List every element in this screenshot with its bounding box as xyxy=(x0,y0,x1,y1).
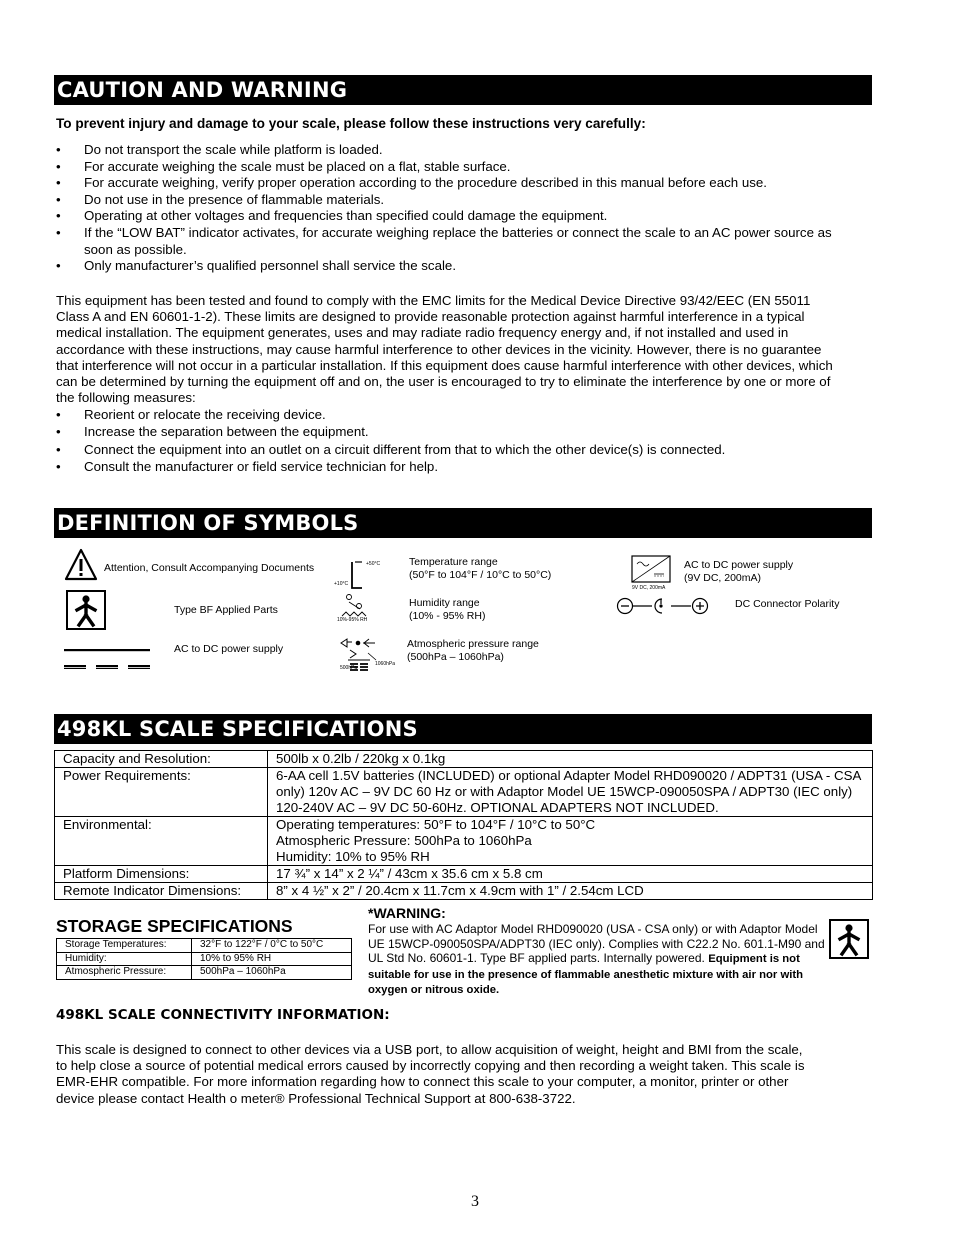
connectivity-text: This scale is designed to connect to other devices via a USB port, to allow acquisition of weight, height and BMI from the scale, to help close a source of potential medical errors caused by incorrectly copying and then recording a weight taken. This scale is EMR-EHR compatible. For more information regarding how to connect this scale to your computer, a monitor, printer or other device please contact Health o meter® Professional Technical Support at 800-638-3722. xyxy=(56,1042,805,1106)
spec-value-line: Operating temperatures: 50°F to 104°F / 10°C to 50°C xyxy=(276,817,596,832)
storage-label: Atmospheric Pressure: xyxy=(57,966,192,980)
spec-value-line: Atmospheric Pressure: 500hPa to 1060hPa xyxy=(276,833,532,848)
attention-label: Attention, Consult Accompanying Documents xyxy=(104,562,315,574)
list-item: • Increase the separation between the equipment. xyxy=(56,423,864,440)
list-item: • Consult the manufacturer or field service technician for help. xyxy=(56,458,864,475)
spec-label: Capacity and Resolution: xyxy=(55,751,268,768)
spec-value xyxy=(268,817,873,866)
storage-label: Humidity: xyxy=(57,952,192,966)
list-item: • Operating at other voltages and frequencies than specified could damage the equipment. xyxy=(56,208,864,225)
warning-text xyxy=(368,922,830,998)
spec-label: Platform Dimensions: xyxy=(55,866,268,883)
specs-heading: 498KL SCALE SPECIFICATIONS xyxy=(54,714,872,744)
storage-value: 10% to 95% RH xyxy=(192,952,352,966)
pressure-label-2: (500hPa – 1060hPa) xyxy=(407,651,504,663)
measures-list xyxy=(56,406,864,475)
ac-dc-label: AC to DC power supply xyxy=(174,643,284,655)
page-number: 3 xyxy=(471,1193,479,1210)
type-bf-icon xyxy=(66,590,106,630)
storage-value: 500hPa – 1060hPa xyxy=(192,966,352,980)
polarity-label: DC Connector Polarity xyxy=(735,598,840,610)
power-adapter-icon xyxy=(630,554,674,586)
pressure-icon-high: 1060hPa xyxy=(375,661,396,667)
connectivity-heading: 498KL SCALE CONNECTIVITY INFORMATION: xyxy=(56,1007,390,1023)
temperature-label-2: (50°F to 104°F / 10°C to 50°C) xyxy=(409,569,552,581)
table-row xyxy=(57,939,352,953)
table-row xyxy=(55,883,873,900)
storage-label: Storage Temperatures: xyxy=(57,939,192,953)
warning-heading: *WARNING: xyxy=(368,905,446,921)
list-item: • Do not use in the presence of flammable materials. xyxy=(56,192,864,209)
list-item: • For accurate weighing the scale must be placed on a flat, stable surface. xyxy=(56,159,864,176)
list-item: • Connect the equipment into an outlet on a circuit different from that to which the other device(s) is connected. xyxy=(56,441,864,458)
symbols-heading: DEFINITION OF SYMBOLS xyxy=(54,508,872,538)
storage-table xyxy=(56,938,352,980)
emc-paragraph: This equipment has been tested and found to comply with the EMC limits for the Medical Device Directive 93/42/EEC (EN 55011 Class A and EN 60601-1-2). These limits are designed to provide reasonable protection against harmful interference in a typical medical installation. The equipment generates, uses and may radiate radio frequency energy and, if not installed and used in accordance with these instructions, may cause harmful interference to other devices in the vicinity. However, there is no guarantee that interference will not occur in a particular installation. If this equipment does cause harmful interference with other devices, which can be determined by turning the equipment off and on, the user is encouraged to try to eliminate the interference by one or more of the following measures: xyxy=(56,293,833,406)
spec-value: 500lb x 0.2lb / 220kg x 0.1kg xyxy=(268,751,873,768)
list-item: • For accurate weighing, verify proper operation according to the procedure described in this manual before each use. xyxy=(56,175,864,192)
caution-intro: To prevent injury and damage to your scale, please follow these instructions very carefully: xyxy=(56,116,646,131)
humidity-icon xyxy=(340,592,372,620)
type-bf-icon xyxy=(829,919,869,959)
adapter-icon-label: 9V DC, 200mA xyxy=(632,585,666,591)
type-bf-label: Type BF Applied Parts xyxy=(174,604,278,616)
spec-value: 8” x 4 ½” x 2” / 20.4cm x 11.7cm x 4.9cm with 1” / 2.54cm LCD xyxy=(268,883,873,900)
spec-value: 17 ¾” x 14” x 2 ¼” / 43cm x 35.6 cm x 5.8 cm xyxy=(268,866,873,883)
list-item: • If the “LOW BAT” indicator activates, for accurate weighing replace the batteries or connect the scale to an AC power source as soon as possible. xyxy=(56,225,864,258)
table-row xyxy=(55,817,873,866)
table-row xyxy=(55,768,873,817)
humidity-icon-label: 10%-95% RH xyxy=(337,617,368,623)
warning-bold: Equipment is not suitable for use in the presence of flammable anesthetic mixture with air nor with oxygen or nitrous oxide. xyxy=(368,953,804,996)
list-item: • Reorient or relocate the receiving device. xyxy=(56,406,864,423)
humidity-label-1: Humidity range xyxy=(409,597,480,609)
caution-heading: CAUTION AND WARNING xyxy=(54,75,872,105)
list-item: • Do not transport the scale while platform is loaded. xyxy=(56,142,864,159)
specs-table xyxy=(54,750,873,900)
dc-symbol-icon xyxy=(62,645,152,673)
table-row xyxy=(57,966,352,980)
table-row xyxy=(55,751,873,768)
caution-list xyxy=(56,142,864,275)
temperature-label-1: Temperature range xyxy=(409,556,498,568)
temp-icon-min: +10°C xyxy=(334,581,349,587)
ac-dc-right-label-2: (9V DC, 200mA) xyxy=(684,572,762,584)
table-row xyxy=(55,866,873,883)
pressure-icon-low: 500hPa xyxy=(340,665,358,671)
list-item: • Only manufacturer’s qualified personnel shall service the scale. xyxy=(56,258,864,275)
warning-body: For use with AC Adaptor Model RHD090020 (USA - CSA only) or with Adaptor Model UE 15WCP-090050SPA/ADPT30 (IEC only). Complies with C22.2 No. 601.1-M90 and UL Std No. 60601-1. Type BF applied parts. Internally powered. xyxy=(368,922,825,965)
pressure-label-1: Atmospheric pressure range xyxy=(407,638,539,650)
storage-value: 32°F to 122°F / 0°C to 50°C xyxy=(192,939,352,953)
table-row xyxy=(57,952,352,966)
spec-label: Power Requirements: xyxy=(55,768,268,817)
spec-value-line: Humidity: 10% to 95% RH xyxy=(276,849,430,864)
spec-value: 6-AA cell 1.5V batteries (INCLUDED) or optional Adapter Model RHD090020 / ADPT31 (USA - CSA only) 120v AC – 9V DC 60 Hz or with Adaptor Model UE 15WCP-090050SPA / ADPT30 (IEC only) 120-240V AC – 9V DC 50-60Hz. OPTIONAL ADAPTERS NOT INCLUDED. xyxy=(268,768,873,817)
temp-icon-max: +50°C xyxy=(366,561,381,567)
spec-label: Environmental: xyxy=(55,817,268,866)
ac-dc-right-label-1: AC to DC power supply xyxy=(684,559,794,571)
storage-heading: STORAGE SPECIFICATIONS xyxy=(56,916,293,936)
warning-triangle-icon xyxy=(64,548,98,582)
spec-label: Remote Indicator Dimensions: xyxy=(55,883,268,900)
humidity-label-2: (10% - 95% RH) xyxy=(409,610,486,622)
polarity-icon xyxy=(616,596,712,616)
